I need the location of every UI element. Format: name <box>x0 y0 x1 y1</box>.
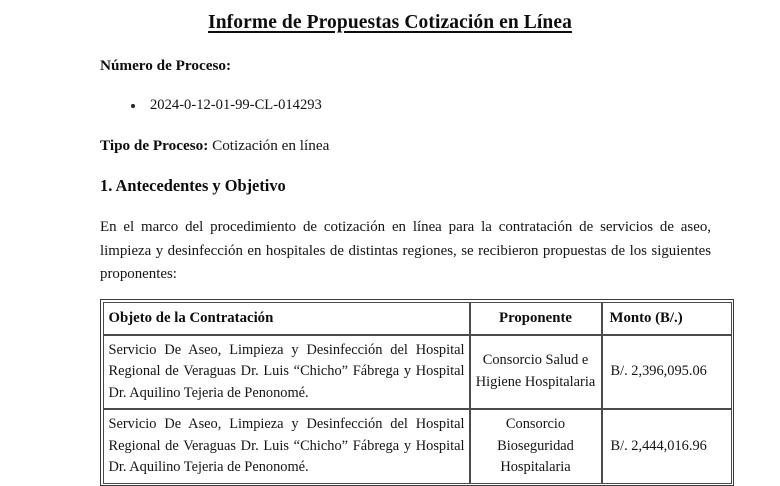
table-header <box>103 302 732 335</box>
table-row <box>103 335 732 410</box>
column-header-monto: Monto (B/.) <box>602 302 732 335</box>
tipo-de-proceso-line <box>100 137 329 155</box>
cell-objeto: Servicio De Aseo, Limpieza y Desinfección del Hospital Regional de Veraguas Dr. Luis “Chicho” Fábrega y Hospital Dr. Aquilino Tejeria de Penonomé. <box>103 335 470 410</box>
table-header-row <box>103 302 732 335</box>
table-body <box>103 335 732 484</box>
cell-proponente: Consorcio Bioseguridad Hospitalaria <box>470 409 602 484</box>
list-item <box>100 95 710 115</box>
column-header-proponente: Proponente <box>470 302 602 335</box>
numero-de-proceso-list <box>100 95 710 115</box>
proposals-table <box>100 299 734 486</box>
page-title <box>0 12 780 34</box>
column-header-objeto: Objeto de la Contratación <box>103 302 470 335</box>
cell-monto: B/. 2,444,016.96 <box>602 409 732 484</box>
cell-objeto: Servicio De Aseo, Limpieza y Desinfección del Hospital Regional de Veraguas Dr. Luis “Chicho” Fábrega y Hospital Dr. Aquilino Tejeria de Penonomé. <box>103 409 470 484</box>
cell-monto: B/. 2,396,095.06 <box>602 335 732 410</box>
proceso-numero-value: 2024-0-12-01-99-CL-014293 <box>150 97 322 113</box>
tipo-de-proceso-value: Cotización en línea <box>212 137 330 154</box>
tipo-de-proceso-label: Tipo de Proceso: <box>100 137 209 154</box>
page-title-text: Informe de Propuestas Cotización en Línea <box>208 12 572 33</box>
numero-de-proceso-label: Número de Proceso: <box>100 57 232 74</box>
cell-proponente: Consorcio Salud e Higiene Hospitalaria <box>470 335 602 410</box>
table-row <box>103 409 732 484</box>
antecedentes-paragraph: En el marco del procedimiento de cotización en línea para la contratación de servicios de aseo, limpieza y desinfección en hospitales de distintas regiones, se recibieron propuestas de los siguientes proponentes: <box>100 219 711 282</box>
section-heading-antecedentes: 1. Antecedentes y Objetivo <box>100 176 286 195</box>
